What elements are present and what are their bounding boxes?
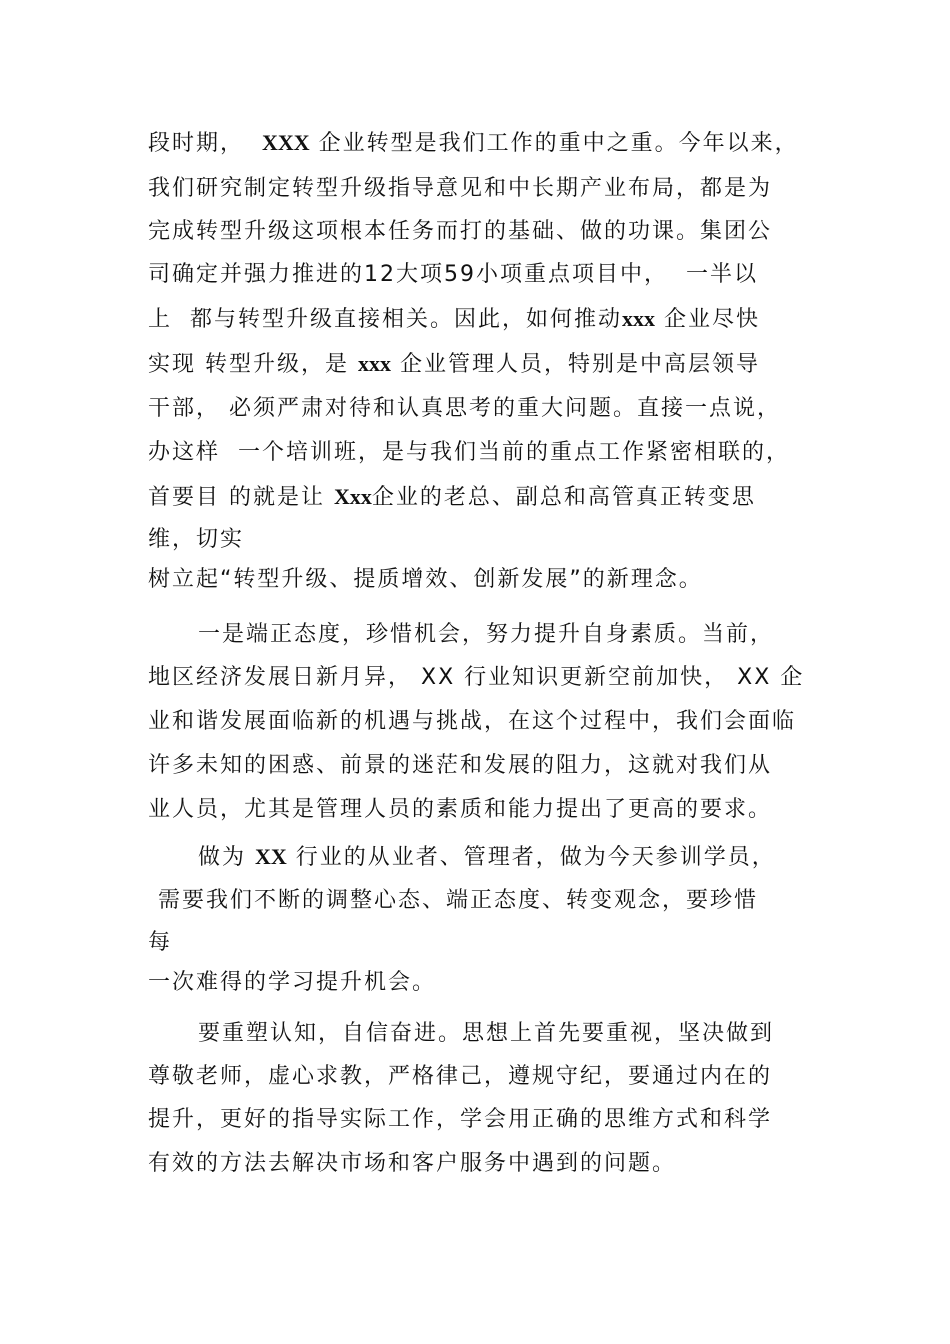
text-line: 每	[148, 930, 173, 955]
text-line: 树立起“转型升级、提质增效、创新发展”的新理念。	[148, 567, 703, 592]
text-line: 司确定并强力推进的12大项59小项重点项目中， 一半以	[148, 262, 758, 287]
text-line: 尊敬老师，虚心求教，严格律己，遵规守纪，要通过内在的	[148, 1064, 773, 1089]
text-segment: 段时期，	[148, 131, 262, 156]
text-line	[148, 484, 756, 511]
text-segment: 行业的从业者、管理者，做为今天参训学员，	[286, 845, 776, 870]
text-line: 我们研究制定转型升级指导意见和中长期产业布局，都是为	[148, 176, 773, 201]
bold-text: xxx	[358, 351, 391, 376]
text-segment: 企业的老总、副总和高管真正转变思	[371, 485, 756, 510]
text-segment: 企业转型是我们工作的重中之重。今年以来，	[309, 131, 799, 156]
text-segment: 做为	[198, 845, 255, 870]
text-line	[198, 844, 776, 871]
text-line: 干部， 必须严肃对待和认真思考的重大问题。直接一点说，	[148, 396, 781, 421]
text-segment: 上 都与转型升级直接相关。因此，如何推动	[148, 307, 622, 332]
bold-text: xxx	[622, 306, 655, 331]
text-segment: 企业尽快	[655, 307, 760, 332]
text-line: 办这样 一个培训班，是与我们当前的重点工作紧密相联的，	[148, 440, 790, 465]
text-line	[148, 130, 799, 157]
text-line: 维，切实	[148, 527, 245, 552]
text-line: 业和谐发展面临新的机遇与挑战，在这个过程中，我们会面临	[148, 709, 797, 734]
bold-text: XXX	[262, 130, 310, 155]
text-line: 要重塑认知，自信奋进。思想上首先要重视，坚决做到	[198, 1021, 775, 1046]
text-segment: 企业管理人员，特别是中高层领导	[391, 352, 760, 377]
text-line: 有效的方法去解决市场和客户服务中遇到的问题。	[148, 1151, 677, 1176]
bold-text: XX	[255, 844, 287, 869]
text-segment: 首要目 的就是让	[148, 485, 334, 510]
text-line: 许多未知的困惑、前景的迷茫和发展的阻力，这就对我们从	[148, 753, 773, 778]
text-line	[148, 306, 760, 333]
bold-text: Xxx	[334, 484, 372, 509]
text-line: 一次难得的学习提升机会。	[148, 970, 437, 995]
text-line: 一是端正态度，珍惜机会，努力提升自身素质。当前，	[198, 622, 775, 647]
text-line: 需要我们不断的调整心态、端正态度、转变观念，要珍惜	[158, 888, 759, 913]
text-line: 业人员，尤其是管理人员的素质和能力提出了更高的要求。	[148, 797, 773, 822]
text-line: 地区经济发展日新月异， XX 行业知识更新空前加快， XX 企	[148, 665, 805, 690]
text-segment: 实现 转型升级，是	[148, 352, 358, 377]
text-line: 完成转型升级这项根本任务而打的基础、做的功课。集团公	[148, 219, 773, 244]
text-line: 提升，更好的指导实际工作，学会用正确的思维方式和科学	[148, 1107, 773, 1132]
text-line	[148, 351, 760, 378]
